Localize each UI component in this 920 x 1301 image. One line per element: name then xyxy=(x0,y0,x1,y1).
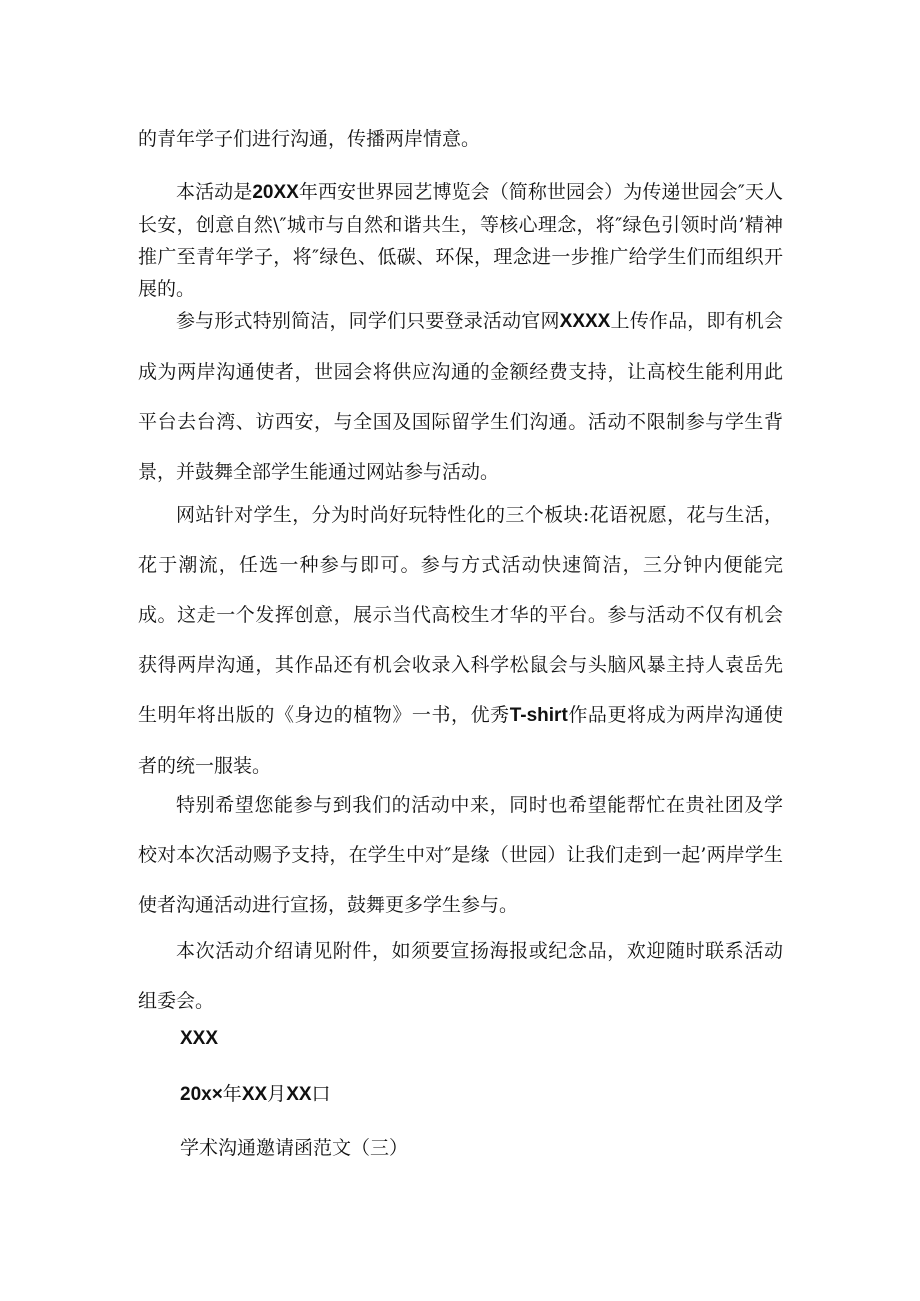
next-section-title: 学术沟通邀请函范文（三） xyxy=(180,1137,409,1159)
signature-name: XXX xyxy=(180,1028,219,1049)
paragraph-text: 网站针对学生，分为时尚好玩特性化的三个板块:花语祝愿，花与生活，花于潮流，任选一种参与即可。参与方式活动快速简洁，三分钟内便能完成。这走一个发挥创意，展示当代高校生才华的平台。参与活动不仅有机会获得两岸沟通，其作品还有机会收录入科学松鼠会与头脑风暴主持人袁岳先生明年将出版的《身边的植物》一书，优秀 xyxy=(138,504,783,726)
paragraph-text: 特别希望您能参与到我们的活动中来，同时也希望能帮忙在贵社团及学校对本次活动赐予支持，在学生中对″是缘（世园）让我们走到一起’两岸学生使者沟通活动进行宣扬，鼓舞更多学生参与。 xyxy=(138,794,783,916)
date-day: XX xyxy=(286,1084,312,1105)
paragraph-text: 参与形式特别简洁，同学们只要登录活动官网 xyxy=(176,310,560,332)
paragraph-website-sections xyxy=(138,490,783,791)
paragraph-continuation xyxy=(138,122,783,156)
paragraph-text: 作品更将成为两岸沟通使者的统一服装。 xyxy=(138,704,783,777)
paragraph-tshirt-bold: T-shirt xyxy=(509,705,568,726)
date-year-unit: 年 xyxy=(222,1083,242,1105)
paragraph-request-support xyxy=(138,780,783,930)
paragraph-event-intro xyxy=(138,176,783,305)
date-day-unit: 口 xyxy=(311,1083,331,1105)
paragraph-text: 本次活动介绍请见附件，如须要宣扬海报或纪念品，欢迎随时联系活动组委会。 xyxy=(138,940,783,1012)
paragraph-website-bold: XXXX xyxy=(559,311,611,332)
paragraph-participation xyxy=(138,296,783,497)
date-year: 20x× xyxy=(180,1084,223,1105)
signature-date xyxy=(180,1079,331,1110)
date-month: XX xyxy=(241,1084,268,1105)
paragraph-year-bold: 20XX xyxy=(252,182,299,203)
paragraph-text: 的青年学子们进行沟通，传播两岸情意。 xyxy=(138,128,481,150)
paragraph-text: 年西安世界园艺博览会（简称世园会）为传递世园会″天人长安，创意自然\″城市与自然和谐共生，等核心理念，将″绿色引领时尚’精神推广至青年学子，将″绿色、低碳、环保，理念进一步推广给学生们而组织开展的。 xyxy=(138,181,783,300)
paragraph-text: 本活动是 xyxy=(176,181,253,203)
paragraph-attachment-note xyxy=(138,926,783,1026)
paragraph-text: 上传作品，即有机会成为两岸沟通使者，世园会将供应沟通的金额经费支持，让高校生能利用此平台去台湾、访西安，与全国及国际留学生们沟通。活动不限制参与学生背景，并鼓舞全部学生能通过网站参与活动。 xyxy=(138,310,783,483)
date-month-unit: 月 xyxy=(267,1083,287,1105)
